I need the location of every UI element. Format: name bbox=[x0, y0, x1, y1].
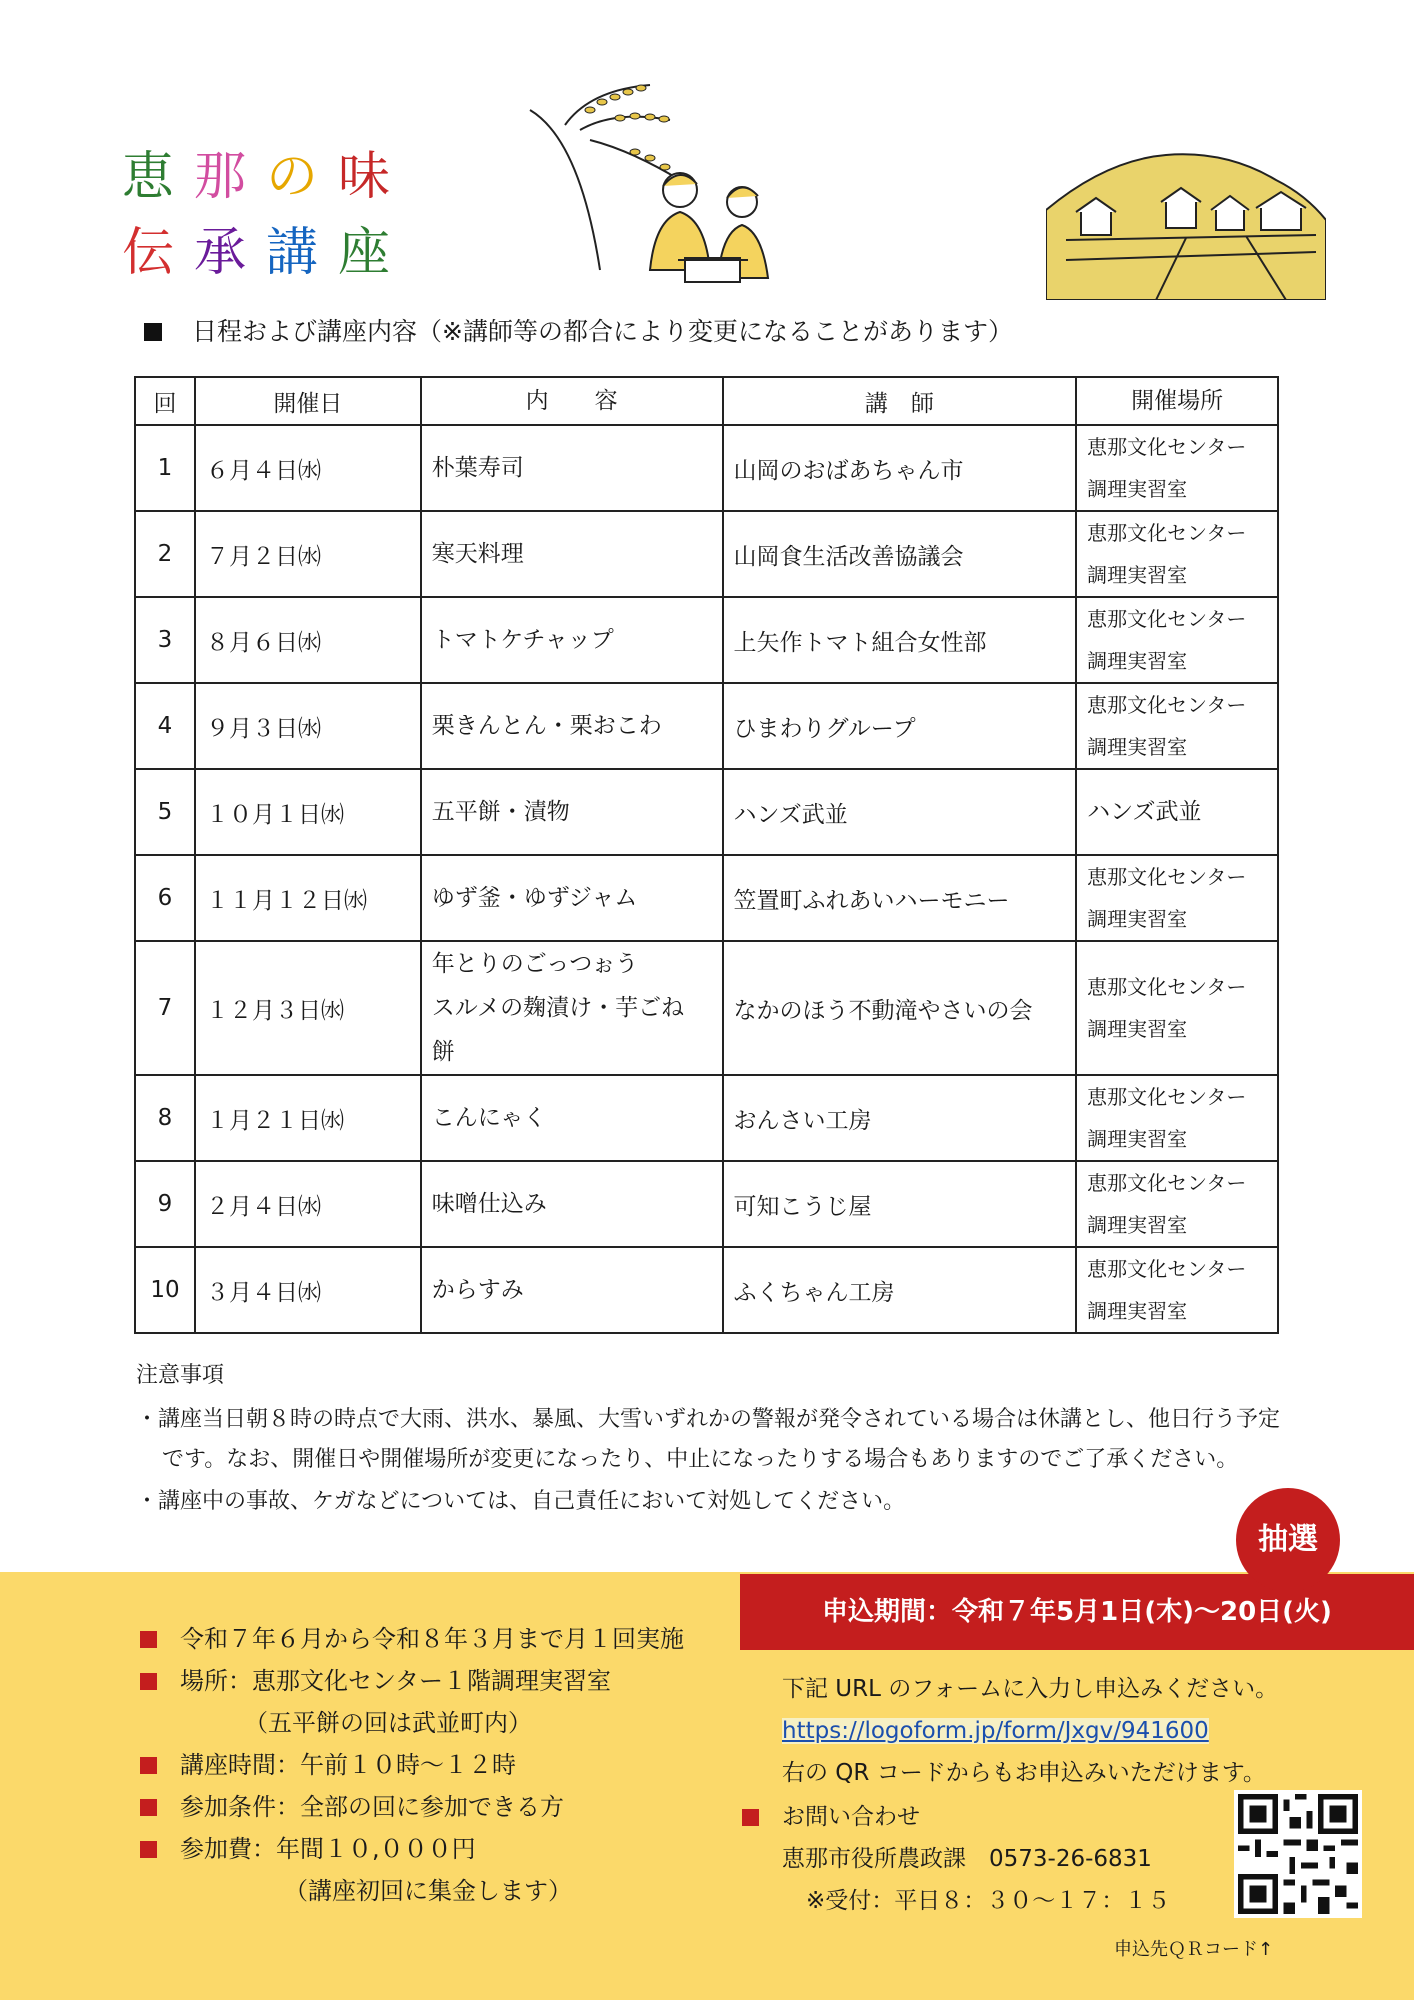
place-line: 調理実習室 bbox=[1087, 649, 1188, 673]
title-line-2 bbox=[122, 210, 410, 285]
cell-number: 4 bbox=[135, 683, 195, 769]
header-place: 開催場所 bbox=[1076, 377, 1278, 425]
place-line: 恵那文化センター bbox=[1087, 1171, 1247, 1195]
cell-place bbox=[1076, 1247, 1278, 1333]
cell-teacher: 山岡食生活改善協議会 bbox=[723, 511, 1077, 597]
cell-content: 年とりのごっつぉう スルメの麹漬け・芋ごね 餅 bbox=[421, 941, 723, 1075]
table-row bbox=[135, 1247, 1278, 1333]
cell-teacher: なかのほう不動滝やさいの会 bbox=[723, 941, 1077, 1075]
cell-content: 朴葉寿司 bbox=[421, 425, 723, 511]
cell-place bbox=[1076, 941, 1278, 1075]
cell-content: 寒天料理 bbox=[421, 511, 723, 597]
cell-number: 5 bbox=[135, 769, 195, 855]
cell-date: ６月４日㈬ bbox=[195, 425, 421, 511]
title-char: 座 bbox=[338, 223, 399, 283]
title-char: 承 bbox=[194, 223, 255, 283]
place-line: 恵那文化センター bbox=[1087, 521, 1247, 545]
cell-place bbox=[1076, 769, 1278, 855]
lottery-badge: 抽選 bbox=[1236, 1488, 1340, 1592]
place-line: 調理実習室 bbox=[1087, 735, 1188, 759]
cell-place bbox=[1076, 683, 1278, 769]
title-char: 伝 bbox=[122, 223, 183, 283]
note-item-weather: ・講座当日朝８時の時点で大雨、洪水、暴風、大雪いずれかの警報が発令されている場合は休講とし、他日行う予定です。なお、開催日や開催場所が変更になったり、中止になったりする場合もありますのでご了承ください。 bbox=[136, 1407, 1281, 1472]
application-instruction: 下記 URL のフォームに入力し申込みください。 bbox=[782, 1676, 1279, 1702]
place-line: 恵那文化センター bbox=[1087, 1257, 1247, 1281]
place-line: 調理実習室 bbox=[1087, 1299, 1188, 1323]
table-row bbox=[135, 425, 1278, 511]
cell-teacher: 上矢作トマト組合女性部 bbox=[723, 597, 1077, 683]
square-bullet-icon bbox=[140, 1799, 157, 1816]
notes-heading: 注意事項 bbox=[136, 1363, 225, 1388]
table-row bbox=[135, 1161, 1278, 1247]
application-period-bar: 申込期間：令和７年5月1日(木)～20日(火) bbox=[740, 1574, 1414, 1650]
cell-place bbox=[1076, 1075, 1278, 1161]
contact-section bbox=[742, 1796, 1170, 1922]
contact-hours: ※受付：平日８：３０～１７：１５ bbox=[806, 1888, 1171, 1914]
table-header-row bbox=[135, 377, 1278, 425]
qr-instruction: 右の QR コードからもお申込みいただけます。 bbox=[782, 1760, 1266, 1786]
cell-date: １月２１日㈬ bbox=[195, 1075, 421, 1161]
cell-number: 3 bbox=[135, 597, 195, 683]
cell-teacher: 山岡のおばあちゃん市 bbox=[723, 425, 1077, 511]
cooks-illustration bbox=[520, 70, 780, 285]
cell-date: ９月３日㈬ bbox=[195, 683, 421, 769]
info-place-note: （五平餅の回は武並町内） bbox=[244, 1709, 532, 1737]
cell-content: 栗きんとん・栗おこわ bbox=[421, 683, 723, 769]
square-bullet-icon bbox=[144, 323, 162, 341]
cell-content: ゆず釜・ゆずジャム bbox=[421, 855, 723, 941]
cell-number: 9 bbox=[135, 1161, 195, 1247]
cell-teacher: ひまわりグループ bbox=[723, 683, 1077, 769]
square-bullet-icon bbox=[140, 1673, 157, 1690]
place-line: 恵那文化センター bbox=[1087, 607, 1247, 631]
title-line-1 bbox=[122, 134, 410, 209]
cell-teacher: ハンズ武並 bbox=[723, 769, 1077, 855]
cell-place bbox=[1076, 1161, 1278, 1247]
place-line: 恵那文化センター bbox=[1087, 865, 1247, 889]
cell-place bbox=[1076, 855, 1278, 941]
cell-place bbox=[1076, 425, 1278, 511]
cell-teacher: 可知こうじ屋 bbox=[723, 1161, 1077, 1247]
info-fee: 参加費：年間１０,０００円 bbox=[140, 1828, 684, 1870]
table-row bbox=[135, 683, 1278, 769]
cell-number: 1 bbox=[135, 425, 195, 511]
square-bullet-icon bbox=[140, 1631, 157, 1648]
cell-date: １２月３日㈬ bbox=[195, 941, 421, 1075]
place-line: 調理実習室 bbox=[1087, 563, 1188, 587]
table-row bbox=[135, 855, 1278, 941]
info-schedule: 令和７年６月から令和８年３月まで月１回実施 bbox=[140, 1618, 684, 1660]
cell-date: ２月４日㈬ bbox=[195, 1161, 421, 1247]
cell-place bbox=[1076, 597, 1278, 683]
header-content: 内 容 bbox=[421, 377, 723, 425]
table-row bbox=[135, 941, 1278, 1075]
table-row bbox=[135, 1075, 1278, 1161]
cell-number: 7 bbox=[135, 941, 195, 1075]
schedule-table bbox=[134, 376, 1279, 1334]
cell-date: １１月１２日㈬ bbox=[195, 855, 421, 941]
info-condition: 参加条件：全部の回に参加できる方 bbox=[140, 1786, 684, 1828]
qr-caption: 申込先ＱＲコード↑ bbox=[1114, 1939, 1274, 1960]
cell-number: 10 bbox=[135, 1247, 195, 1333]
application-url-link[interactable]: https://logoform.jp/form/Jxgv/941600 bbox=[782, 1718, 1209, 1744]
info-fee-note: （講座初回に集金します） bbox=[284, 1877, 572, 1905]
contact-office-phone: 恵那市役所農政課 0573-26-6831 bbox=[782, 1846, 1152, 1872]
header-date: 開催日 bbox=[195, 377, 421, 425]
title-char: 恵 bbox=[122, 147, 183, 207]
cell-content: トマトケチャップ bbox=[421, 597, 723, 683]
title-char: 講 bbox=[266, 223, 327, 283]
cell-date: ７月２日㈬ bbox=[195, 511, 421, 597]
title-char: 那 bbox=[194, 147, 255, 207]
place-line: 調理実習室 bbox=[1087, 1127, 1188, 1151]
cell-place bbox=[1076, 511, 1278, 597]
contact-heading: お問い合わせ bbox=[742, 1796, 1170, 1838]
header-teacher: 講 師 bbox=[723, 377, 1077, 425]
village-illustration bbox=[1046, 140, 1326, 300]
cell-content: 味噌仕込み bbox=[421, 1161, 723, 1247]
cell-number: 8 bbox=[135, 1075, 195, 1161]
place-line: ハンズ武並 bbox=[1087, 799, 1202, 825]
cell-number: 6 bbox=[135, 855, 195, 941]
place-line: 調理実習室 bbox=[1087, 907, 1188, 931]
course-info-list bbox=[140, 1618, 684, 1912]
square-bullet-icon bbox=[140, 1757, 157, 1774]
table-row bbox=[135, 511, 1278, 597]
cell-teacher: 笠置町ふれあいハーモニー bbox=[723, 855, 1077, 941]
section-heading-text: 日程および講座内容（※講師等の都合により変更になることがあります） bbox=[192, 317, 1013, 346]
place-line: 調理実習室 bbox=[1087, 477, 1188, 501]
cell-date: １０月１日㈬ bbox=[195, 769, 421, 855]
place-line: 恵那文化センター bbox=[1087, 1085, 1247, 1109]
place-line: 調理実習室 bbox=[1087, 1017, 1188, 1041]
cell-date: ８月６日㈬ bbox=[195, 597, 421, 683]
note-item-accident: ・講座中の事故、ケガなどについては、自己責任において対処してください。 bbox=[136, 1489, 906, 1514]
place-line: 恵那文化センター bbox=[1087, 435, 1247, 459]
table-row bbox=[135, 597, 1278, 683]
cell-date: ３月４日㈬ bbox=[195, 1247, 421, 1333]
cell-teacher: ふくちゃん工房 bbox=[723, 1247, 1077, 1333]
table-row bbox=[135, 769, 1278, 855]
square-bullet-icon bbox=[140, 1841, 157, 1858]
section-heading bbox=[144, 312, 1013, 348]
title-char: の bbox=[266, 147, 327, 207]
info-time: 講座時間：午前１０時～１２時 bbox=[140, 1744, 684, 1786]
cell-number: 2 bbox=[135, 511, 195, 597]
header-number: 回 bbox=[135, 377, 195, 425]
cell-content: 五平餅・漬物 bbox=[421, 769, 723, 855]
place-line: 恵那文化センター bbox=[1087, 975, 1247, 999]
place-line: 調理実習室 bbox=[1087, 1213, 1188, 1237]
application-info bbox=[782, 1668, 1302, 1794]
qr-code-icon[interactable] bbox=[1234, 1790, 1362, 1918]
cell-content: からすみ bbox=[421, 1247, 723, 1333]
cell-teacher: おんさい工房 bbox=[723, 1075, 1077, 1161]
cell-content: こんにゃく bbox=[421, 1075, 723, 1161]
square-bullet-icon bbox=[742, 1809, 759, 1826]
notes-section bbox=[136, 1356, 1286, 1522]
info-place: 場所：恵那文化センター１階調理実習室 bbox=[140, 1660, 684, 1702]
place-line: 恵那文化センター bbox=[1087, 693, 1247, 717]
title-char: 味 bbox=[338, 147, 399, 207]
